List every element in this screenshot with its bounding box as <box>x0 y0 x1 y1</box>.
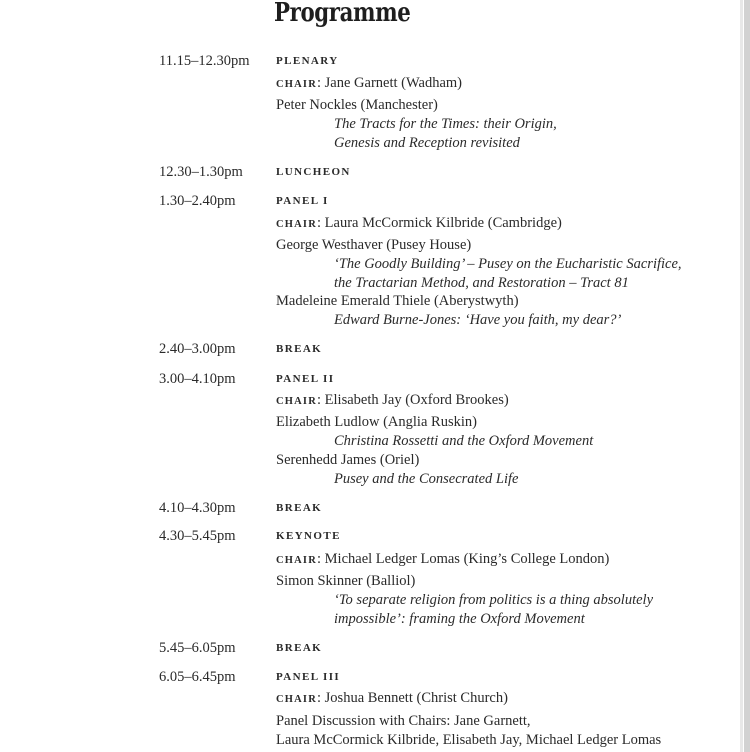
session-time: 2.40–3.00pm <box>159 341 236 357</box>
chair-line <box>276 74 462 94</box>
session-time: 4.10–4.30pm <box>159 500 236 516</box>
session-time: 4.30–5.45pm <box>159 528 236 544</box>
session-label: KEYNOTE <box>276 530 341 542</box>
page-edge <box>740 0 750 752</box>
talk-title: The Tracts for the Times: their Origin, <box>334 116 557 132</box>
session-label: PLENARY <box>276 55 339 67</box>
speaker-name: Panel Discussion with Chairs: Jane Garnett, <box>276 713 531 729</box>
session-label: BREAK <box>276 642 323 654</box>
session-label: BREAK <box>276 502 323 514</box>
chair-name: : Joshua Bennett (Christ Church) <box>317 690 508 706</box>
chair-label: CHAIR <box>276 79 318 90</box>
chair-label: CHAIR <box>276 555 318 566</box>
speaker-name: Laura McCormick Kilbride, Elisabeth Jay, Michael Ledger Lomas <box>276 732 662 748</box>
speaker-name: Elizabeth Ludlow (Anglia Ruskin) <box>276 414 477 430</box>
talk-title: impossible’: framing the Oxford Movement <box>334 611 585 627</box>
page-title: Programme <box>274 0 411 28</box>
session-time: 5.45–6.05pm <box>159 640 236 656</box>
session-label: PANEL I <box>276 195 329 207</box>
session-time: 3.00–4.10pm <box>159 371 236 387</box>
session-time: 11.15–12.30pm <box>159 53 250 69</box>
chair-line <box>276 391 509 411</box>
speaker-name: Simon Skinner (Balliol) <box>276 573 416 589</box>
talk-title: Christina Rossetti and the Oxford Movement <box>334 433 594 449</box>
session-time: 1.30–2.40pm <box>159 193 236 209</box>
talk-title: ‘To separate religion from politics is a thing absolutely <box>334 592 653 608</box>
chair-label: CHAIR <box>276 396 318 407</box>
chair-line <box>276 689 508 709</box>
chair-line <box>276 214 562 234</box>
speaker-name: Madeleine Emerald Thiele (Aberystwyth) <box>276 293 519 309</box>
chair-line <box>276 550 609 570</box>
chair-name: : Laura McCormick Kilbride (Cambridge) <box>317 215 562 231</box>
session-time: 12.30–1.30pm <box>159 164 243 180</box>
chair-label: CHAIR <box>276 219 318 230</box>
speaker-name: George Westhaver (Pusey House) <box>276 237 472 253</box>
session-time: 6.05–6.45pm <box>159 669 236 685</box>
session-label: BREAK <box>276 343 323 355</box>
session-label: PANEL II <box>276 373 335 385</box>
speaker-name: Serenhedd James (Oriel) <box>276 452 420 468</box>
talk-title: Edward Burne-Jones: ‘Have you faith, my dear?’ <box>334 312 622 328</box>
chair-label: CHAIR <box>276 694 318 705</box>
talk-title: ‘The Goodly Building’ – Pusey on the Eucharistic Sacrifice, <box>334 256 682 272</box>
session-label: LUNCHEON <box>276 166 351 178</box>
talk-title: Pusey and the Consecrated Life <box>334 471 519 487</box>
speaker-name: Peter Nockles (Manchester) <box>276 97 438 113</box>
talk-title: the Tractarian Method, and Restoration – Tract 81 <box>334 275 629 291</box>
chair-name: : Elisabeth Jay (Oxford Brookes) <box>317 392 509 408</box>
chair-name: : Michael Ledger Lomas (King’s College London) <box>317 551 610 567</box>
session-label: PANEL III <box>276 671 341 683</box>
talk-title: Genesis and Reception revisited <box>334 135 520 151</box>
chair-name: : Jane Garnett (Wadham) <box>317 75 462 91</box>
